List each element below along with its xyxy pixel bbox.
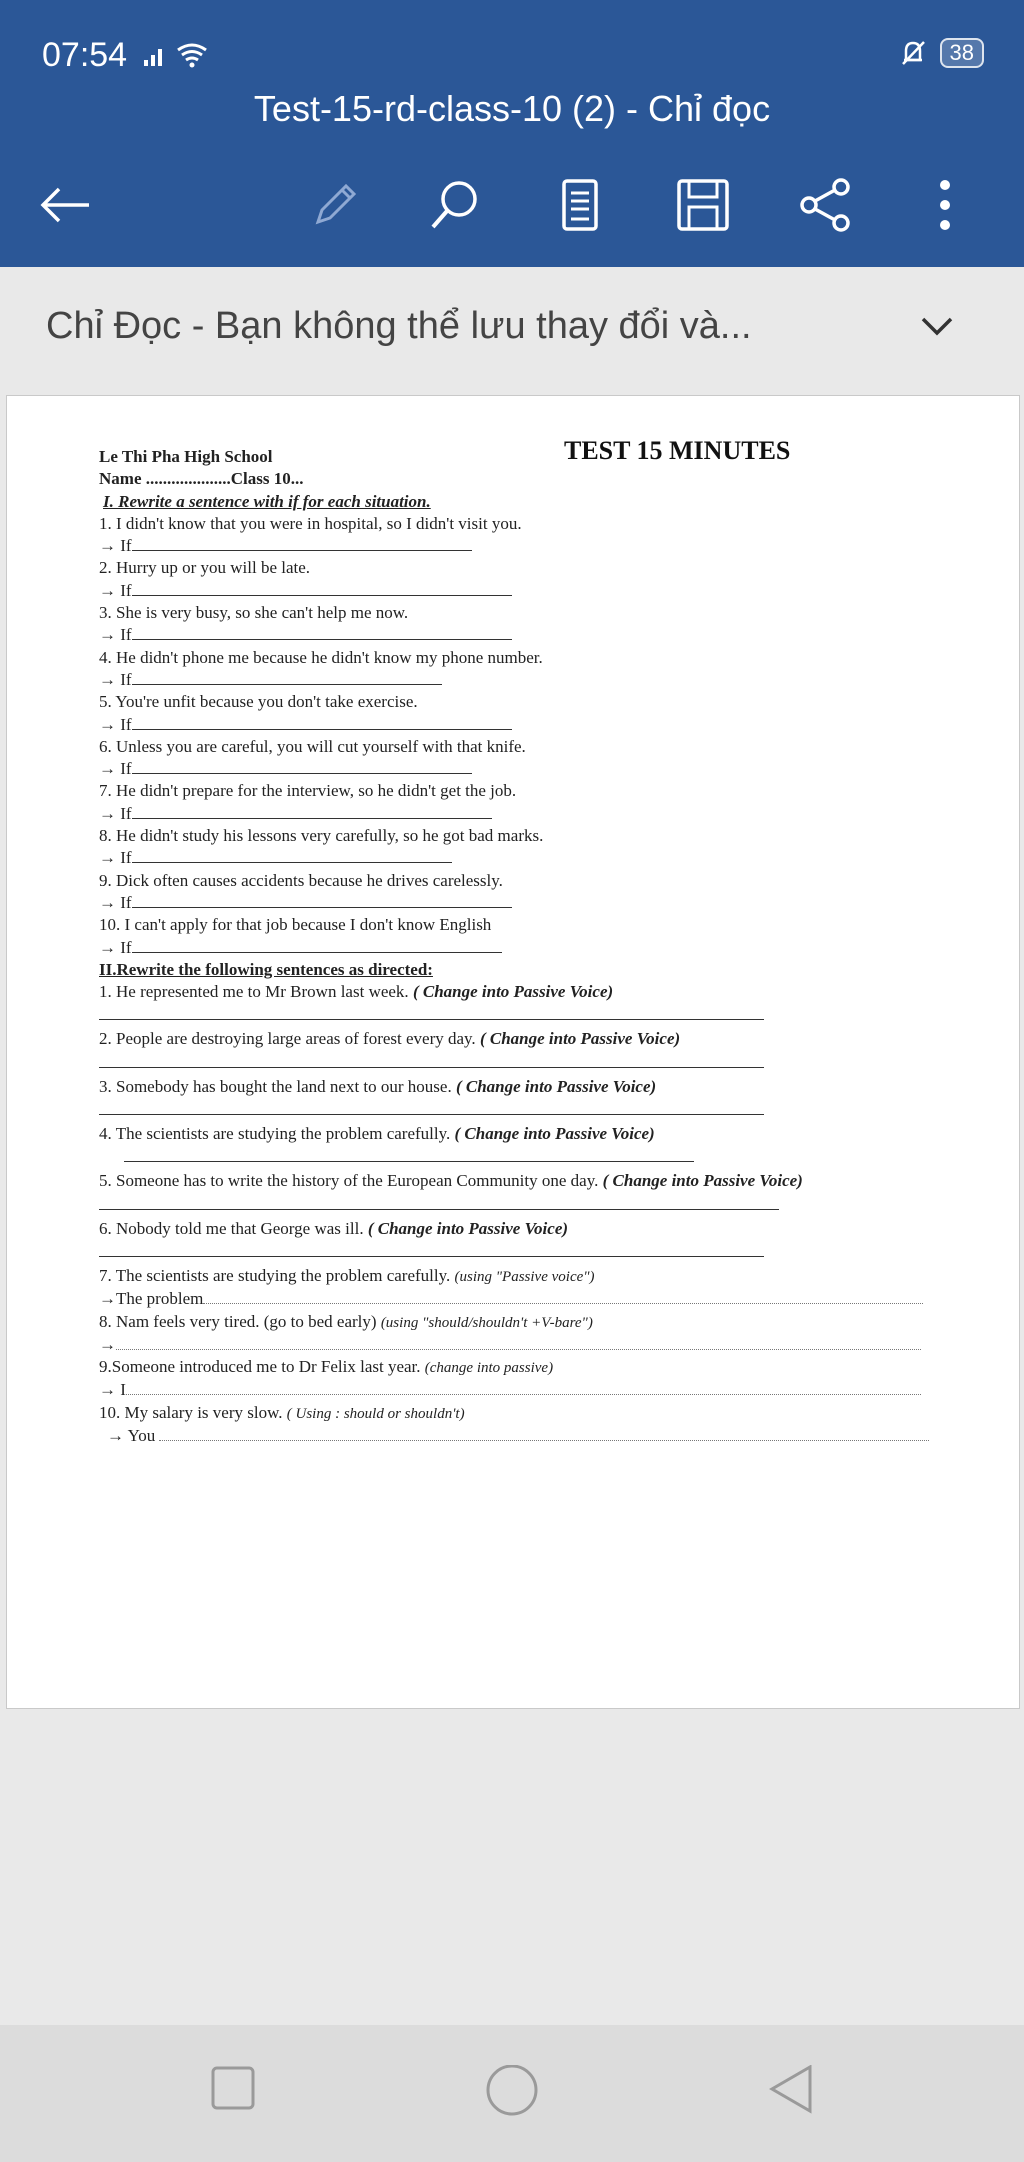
- back-nav-icon[interactable]: [766, 2065, 816, 2115]
- s2b-answer: →The problem: [99, 1288, 959, 1310]
- home-icon[interactable]: [484, 2065, 540, 2121]
- app-bar: [0, 0, 1024, 267]
- s2b-question: 10. My salary is very slow. ( Using : should or shouldn't): [99, 1402, 465, 1422]
- section-1-heading: I. Rewrite a sentence with if for each situation.: [103, 491, 431, 511]
- s2-question: 6. Nobody told me that George was ill. ( Change into Passive Voice): [99, 1218, 569, 1238]
- s1-answer: → If: [99, 758, 959, 780]
- s1-question: 9. Dick often causes accidents because he drives carelessly.: [99, 870, 503, 890]
- more-icon[interactable]: [910, 170, 980, 240]
- name-line: Name ....................Class 10...: [99, 469, 304, 489]
- share-icon[interactable]: [790, 170, 860, 240]
- s1-answer: → If: [99, 580, 959, 602]
- s2-answer-line: [99, 1003, 764, 1020]
- s1-answer: → If: [99, 624, 959, 646]
- s2b-answer: → I: [99, 1379, 959, 1401]
- s1-answer: → If: [99, 937, 959, 959]
- battery-level: 38: [940, 38, 984, 68]
- back-arrow-icon[interactable]: [30, 170, 100, 240]
- test-title: TEST 15 MINUTES: [564, 436, 791, 465]
- s2-question: 1. He represented me to Mr Brown last week. ( Change into Passive Voice): [99, 982, 614, 1002]
- status-time: 07:54: [42, 36, 128, 74]
- s2-question: 2. People are destroying large areas of forest every day. ( Change into Passive Voice): [99, 1029, 681, 1049]
- s1-question: 7. He didn't prepare for the interview, so he didn't get the job.: [99, 781, 517, 801]
- s1-answer: → If: [99, 803, 959, 825]
- s1-question: 6. Unless you are careful, you will cut yourself with that knife.: [99, 736, 526, 756]
- s1-answer: → If: [99, 892, 959, 914]
- s2-answer-line: [124, 1145, 694, 1162]
- s2-question: 3. Somebody has bought the land next to our house. ( Change into Passive Voice): [99, 1076, 657, 1096]
- system-nav-bar: [0, 2025, 1024, 2162]
- recent-apps-icon[interactable]: [210, 2065, 256, 2111]
- s1-answer: → If: [99, 669, 959, 691]
- s1-question: 8. He didn't study his lessons very carefully, so he got bad marks.: [99, 826, 544, 846]
- s2-answer-line: [99, 1240, 764, 1257]
- s1-question: 1. I didn't know that you were in hospital, so I didn't visit you.: [99, 513, 522, 533]
- s2b-question: 9.Someone introduced me to Dr Felix last year. (change into passive): [99, 1357, 554, 1377]
- s1-question: 2. Hurry up or you will be late.: [99, 558, 311, 578]
- search-icon[interactable]: [420, 170, 490, 240]
- s1-question: 5. You're unfit because you don't take exercise.: [99, 692, 418, 712]
- s2b-question: 8. Nam feels very tired. (go to bed early) (using "should/shouldn't +V-bare"): [99, 1311, 593, 1331]
- s2-answer-line: [99, 1098, 764, 1115]
- save-icon[interactable]: [668, 170, 738, 240]
- chevron-down-icon[interactable]: [920, 315, 954, 337]
- document-content: [99, 436, 959, 1447]
- readonly-banner[interactable]: [0, 267, 1024, 387]
- s2b-question: 7. The scientists are studying the problem carefully. (using "Passive voice"): [99, 1265, 595, 1285]
- s1-answer: → If: [99, 535, 959, 557]
- signal-wifi-icon: [142, 40, 222, 70]
- s2b-answer: →: [99, 1334, 959, 1356]
- document-page: [6, 395, 1020, 1709]
- read-mode-icon[interactable]: [545, 170, 615, 240]
- s2b-answer: → You: [99, 1425, 959, 1447]
- s1-question: 4. He didn't phone me because he didn't know my phone number.: [99, 647, 543, 667]
- edit-pencil-icon[interactable]: [300, 170, 370, 240]
- section-2-heading: II.Rewrite the following sentences as directed:: [99, 959, 433, 979]
- s2-answer-line: [99, 1193, 779, 1210]
- document-title: Test-15-rd-class-10 (2) - Chỉ đọc: [253, 88, 771, 129]
- s2-answer-line: [99, 1051, 764, 1068]
- toolbar: [0, 170, 1024, 240]
- school-name: Le Thi Pha High School: [99, 447, 273, 466]
- s2-question: 5. Someone has to write the history of the European Community one day. ( Change into Passive Voice): [99, 1171, 803, 1191]
- s1-question: 10. I can't apply for that job because I don't know English: [99, 915, 492, 935]
- s1-question: 3. She is very busy, so she can't help me now.: [99, 603, 409, 623]
- s2-question: 4. The scientists are studying the problem carefully. ( Change into Passive Voice): [99, 1124, 655, 1144]
- banner-text: Chỉ Đọc - Bạn không thể lưu thay đổi và...: [46, 305, 752, 347]
- s1-answer: → If: [99, 714, 959, 736]
- mute-bell-icon: [898, 38, 928, 68]
- s1-answer: → If: [99, 847, 959, 869]
